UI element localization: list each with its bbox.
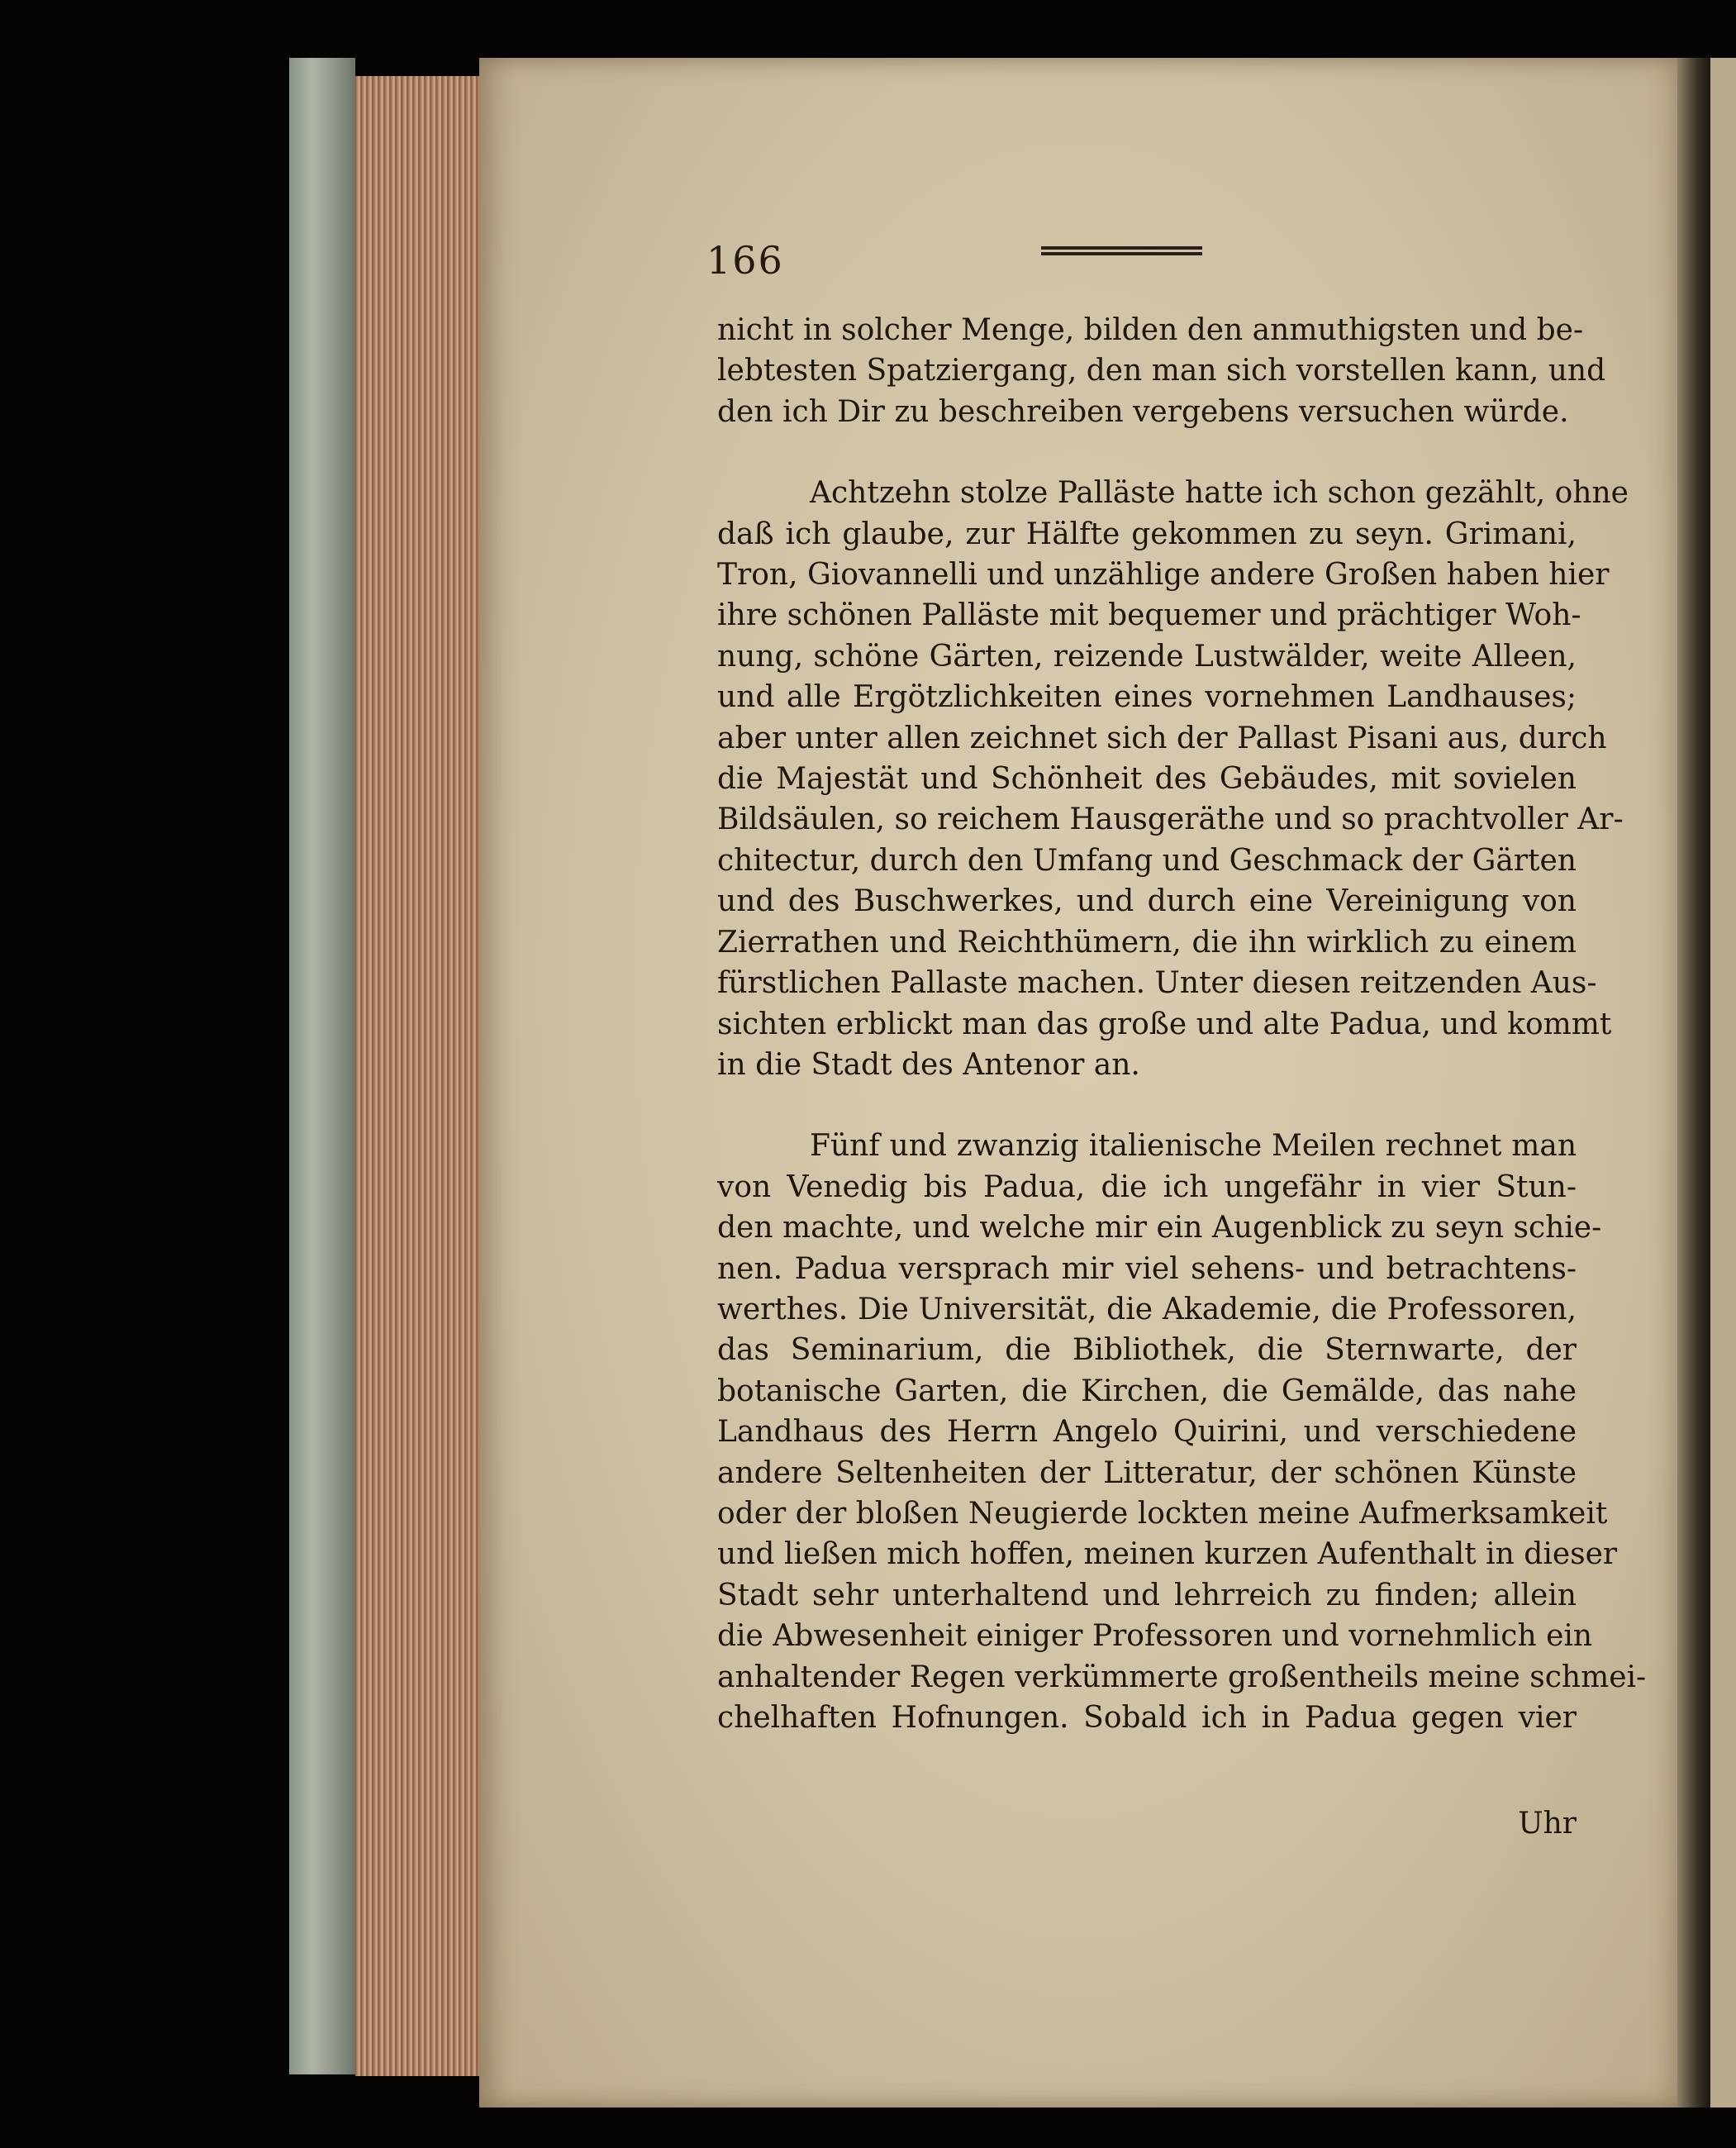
text-line: anhaltender Regen verkümmerte großentheils meine schmei- [717,1660,1647,1694]
text-line: die Majestät und Schönheit des Gebäudes, mit sovielen [717,762,1577,797]
catchword: Uhr [1518,1807,1577,1841]
text-line: Bildsäulen, so reichem Hausgeräthe und so prachtvoller Ar- [717,803,1624,837]
text-line: sichten erblickt man das große und alte Padua, und kommt [717,1007,1612,1041]
page-number: 166 [706,238,784,283]
book-cover-edge [289,58,355,2074]
text-line: daß ich glaube, zur Hälfte gekommen zu seyn. Grimani, [717,517,1577,551]
paragraph-gap [717,432,1577,473]
text-line: fürstlichen Pallaste machen. Unter diesen reitzenden Aus- [717,966,1597,1001]
text-line: den ich Dir zu beschreiben vergebens versuchen würde. [717,394,1569,429]
text-line: chitectur, durch den Umfang und Geschmack der Gärten [717,843,1577,878]
body-text [717,310,1647,1738]
text-line: die Abwesenheit einiger Professoren und vornehmlich ein [717,1619,1593,1654]
text-line: und ließen mich hoffen, meinen kurzen Aufenthalt in dieser [717,1537,1618,1572]
book-gutter [1677,58,1710,2108]
paragraph [717,1126,1647,1738]
text-line: andere Seltenheiten der Litteratur, der schönen Künste [717,1455,1577,1490]
text-line: Landhaus des Herrn Angelo Quirini, und verschiedene [717,1415,1577,1450]
paragraph [717,473,1629,1085]
text-line: nung, schöne Gärten, reizende Lustwälder, weite Alleen, [717,639,1577,674]
page-block-edges [355,76,479,2076]
text-line: nicht in solcher Menge, bilden den anmuthigsten und be- [717,313,1584,347]
text-line: Stadt sehr unterhaltend und lehrreich zu finden; allein [717,1578,1577,1612]
text-line: Fünf und zwanzig italienische Meilen rechnet man [810,1129,1577,1164]
facing-page-edge [1710,58,1736,2108]
text-line: aber unter allen zeichnet sich der Pallast Pisani aus, durch [717,721,1607,755]
text-line: Achtzehn stolze Palläste hatte ich schon gezählt, ohne [810,476,1629,511]
paragraph [717,310,1606,432]
text-line: chelhaften Hofnungen. Sobald ich in Padua gegen vier [717,1701,1577,1735]
text-line: werthes. Die Universität, die Akademie, die Professoren, [717,1292,1577,1326]
text-line: oder der bloßen Neugierde lockten meine Aufmerksamkeit [717,1496,1608,1531]
text-line: den machte, und welche mir ein Augenblick zu seyn schie- [717,1211,1602,1245]
text-line: nen. Padua versprach mir viel sehens- und betrachtens- [717,1251,1577,1286]
text-line: ihre schönen Palläste mit bequemer und prächtiger Woh- [717,598,1581,633]
text-line: von Venedig bis Padua, die ich ungefähr in vier Stun- [717,1169,1577,1204]
header-double-rule [1041,246,1202,258]
text-line: und alle Ergötzlichkeiten eines vornehmen Landhauses; [717,680,1577,715]
text-line: Tron, Giovannelli und unzählige andere Großen haben hier [717,558,1610,593]
text-line: und des Buschwerkes, und durch eine Vereinigung von [717,884,1577,919]
text-line: Zierrathen und Reichthümern, die ihn wirklich zu einem [717,925,1577,960]
text-line: botanische Garten, die Kirchen, die Gemälde, das nahe [717,1374,1577,1408]
paragraph-gap [717,1085,1577,1126]
text-line: lebtesten Spatziergang, den man sich vorstellen kann, und [717,354,1606,388]
text-line: in die Stadt des Antenor an. [717,1047,1140,1082]
text-line: das Seminarium, die Bibliothek, die Sternwarte, der [717,1333,1577,1368]
